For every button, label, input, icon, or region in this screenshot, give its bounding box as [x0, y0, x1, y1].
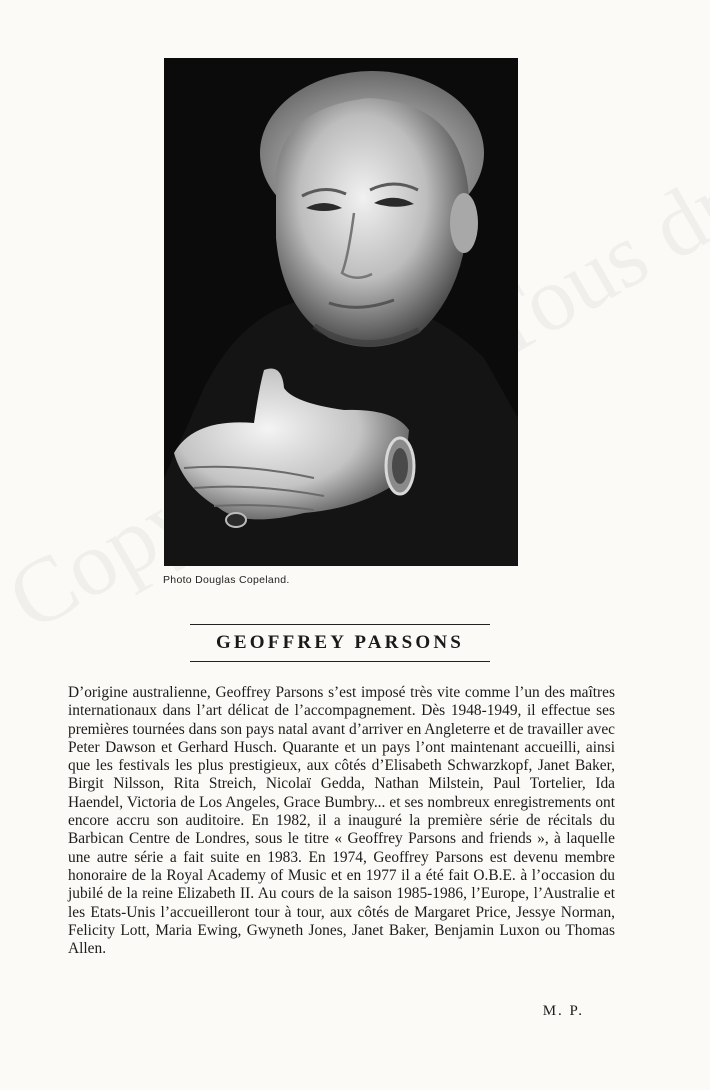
heading-rule-bottom: [190, 661, 490, 662]
photo-credit: Photo Douglas Copeland.: [163, 574, 290, 586]
portrait-illustration: [164, 58, 518, 566]
heading-rule-top: [190, 624, 490, 625]
author-initials: M. P.: [542, 1003, 584, 1019]
page-title: GEOFFREY PARSONS: [215, 632, 465, 653]
biography-paragraph: D’origine australienne, Geoffrey Parsons s’est imposé très vite comme l’un des maîtres internationaux dans l’art délicat de l’accompagnement. Dès 1948-1949, il effectue ses premières tournées dans son pays natal avant d’arriver en Angleterre et de travailler avec Peter Dawson et Gerhard Husch. Quarante et un pays l’ont maintenant accueilli, ainsi que les festivals les plus prestigieux, aux côtés d’Elisabeth Schwarzkopf, Janet Baker, Birgit Nilsson, Rita Streich, Nicolaï Gedda, Nathan Milstein, Paul Tortelier, Ida Haendel, Victoria de Los Angeles, Grace Bumbry... et ses nombreux enregistrements ont encore accru son auditoire. En 1982, il a inauguré la première série de récitals du Barbican Centre de Londres, sous le titre « Geoffrey Parsons and friends », à laquelle une autre série a fait suite en 1983. En 1974, Geoffrey Parsons est devenu membre honoraire de la Royal Academy of Music et en 1977 il a été fait O.B.E. à l’occasion du jubilé de la reine Elizabeth II. Au cours de la saison 1985-1986, l’Europe, l’Australie et les Etats-Unis l’accueilleront tour à tour, aux côtés de Margaret Price, Jessye Norman, Felicity Lott, Maria Ewing, Gwyneth Jones, Janet Baker, Benjamin Luxon ou Thomas Allen.: [68, 684, 615, 958]
portrait-photo: [164, 58, 518, 566]
